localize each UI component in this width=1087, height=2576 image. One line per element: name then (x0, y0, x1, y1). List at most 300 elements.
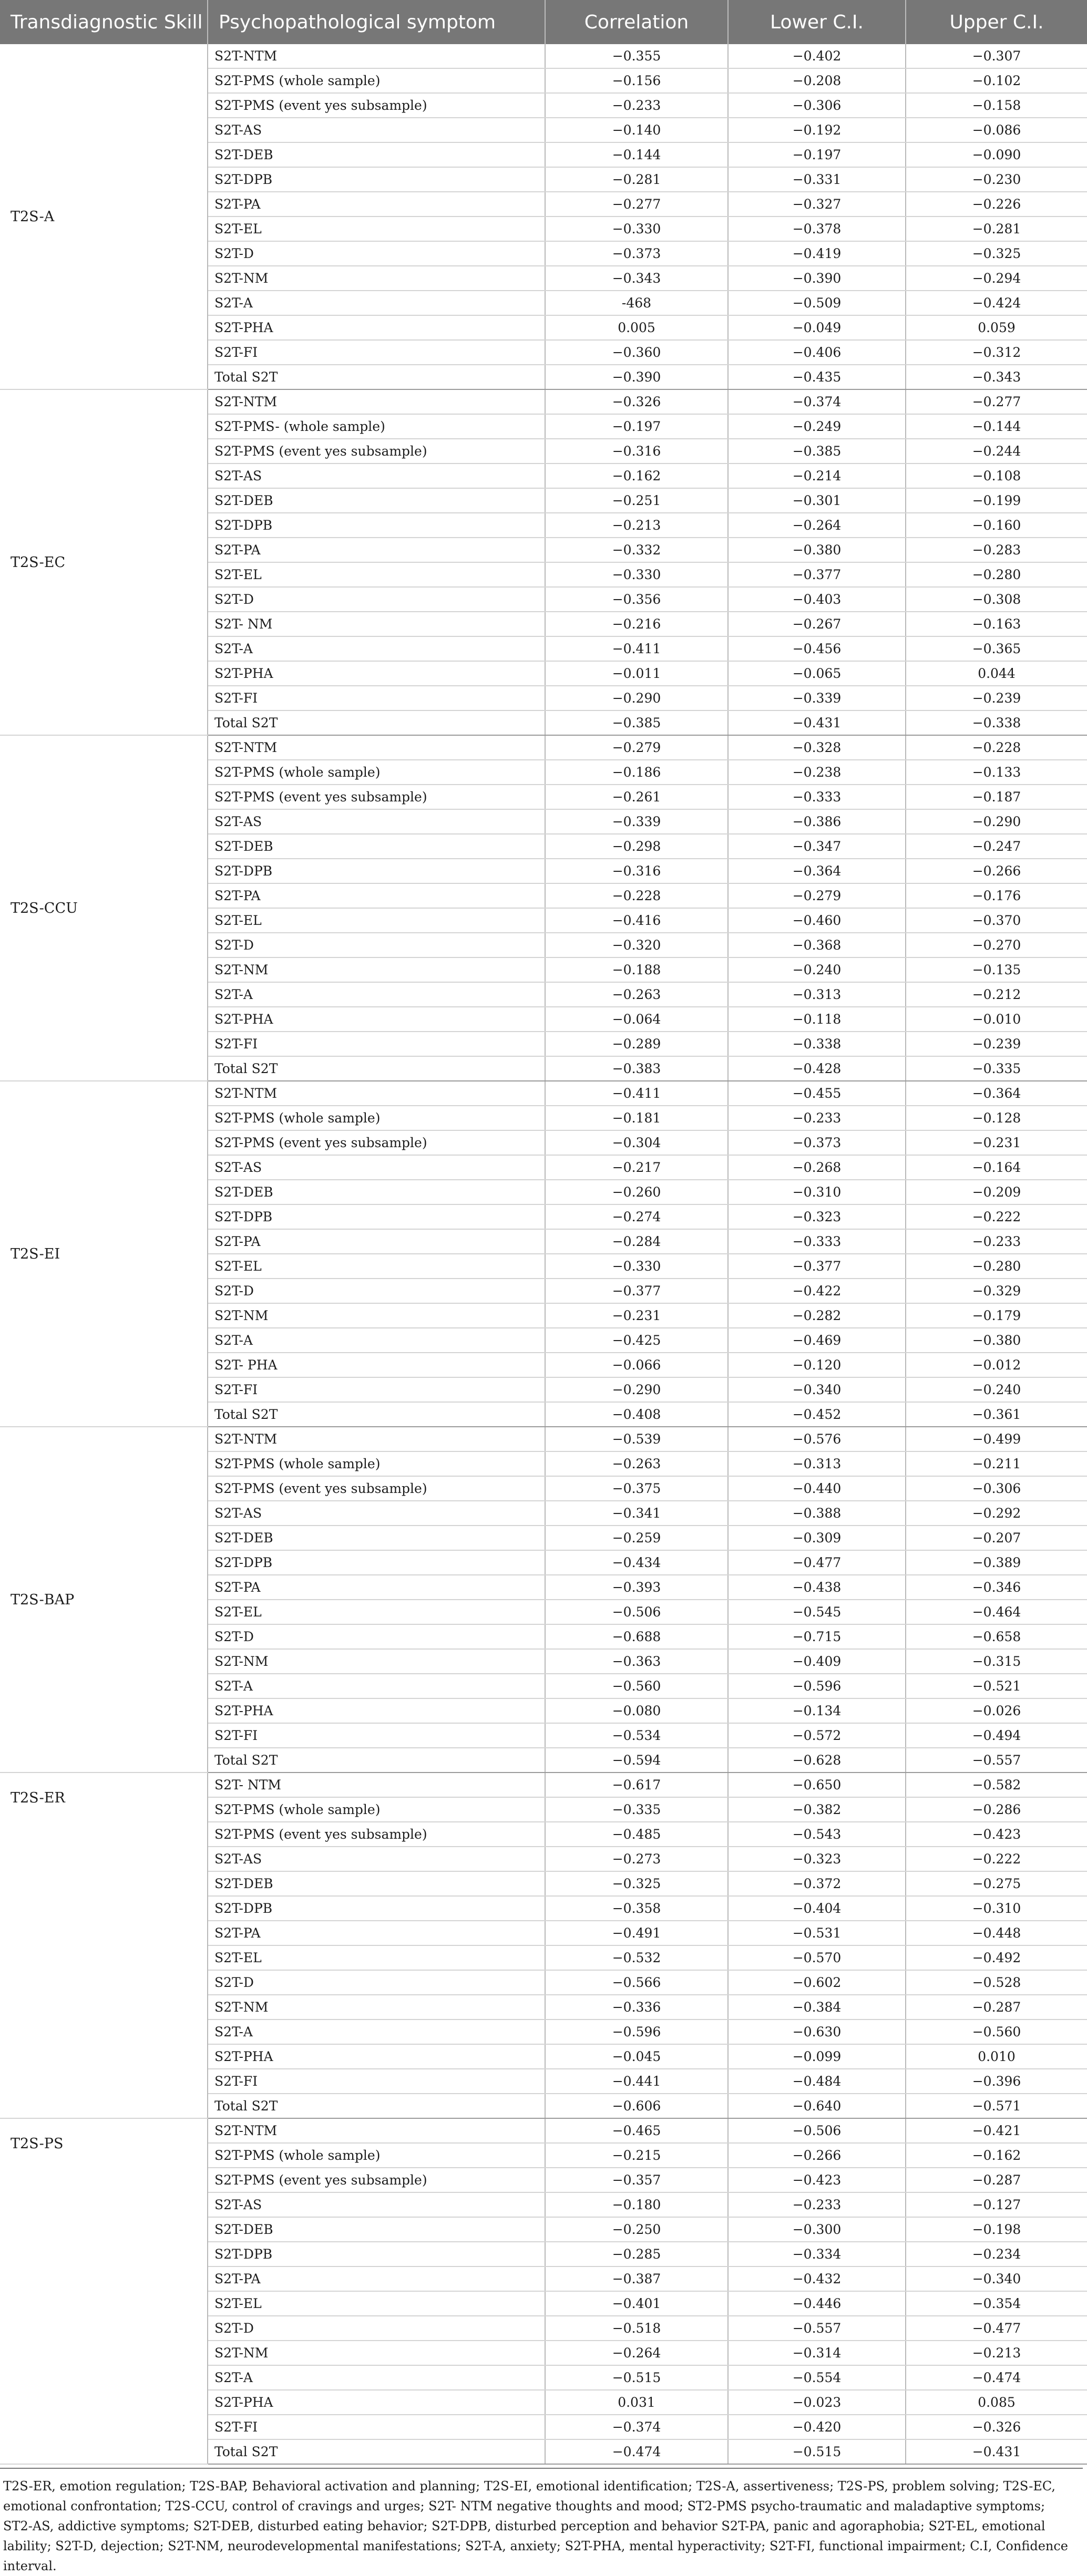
lower-ci-cell: −0.382 (728, 1797, 906, 1822)
upper-ci-cell: −0.213 (906, 2341, 1087, 2365)
upper-ci-cell: −0.226 (906, 192, 1087, 217)
lower-ci-cell: −0.233 (728, 2192, 906, 2217)
symptom-cell: S2T-PMS (whole sample) (208, 68, 545, 93)
correlation-cell: −0.408 (545, 1402, 728, 1427)
lower-ci-cell: −0.630 (728, 2019, 906, 2044)
symptom-cell: S2T-EL (208, 1254, 545, 1279)
correlation-cell: −0.316 (545, 439, 728, 463)
correlation-cell: −0.216 (545, 612, 728, 636)
correlation-cell: 0.031 (545, 2390, 728, 2415)
correlation-cell: −0.162 (545, 463, 728, 488)
symptom-cell: S2T-PMS (event yes subsample) (208, 1476, 545, 1501)
lower-ci-cell: −0.531 (728, 1921, 906, 1945)
lower-ci-cell: −0.602 (728, 1970, 906, 1995)
upper-ci-cell: −0.277 (906, 389, 1087, 414)
table-row (0, 44, 1087, 68)
symptom-cell: S2T-NM (208, 1303, 545, 1328)
correlation-cell: −0.373 (545, 241, 728, 266)
correlation-cell: −0.416 (545, 908, 728, 933)
symptom-cell: S2T-AS (208, 809, 545, 834)
symptom-cell: S2T-PHA (208, 315, 545, 340)
correlation-cell: −0.596 (545, 2019, 728, 2044)
upper-ci-cell: −0.431 (906, 2439, 1087, 2464)
symptom-cell: S2T-D (208, 241, 545, 266)
upper-ci-cell: −0.364 (906, 1081, 1087, 1106)
symptom-cell: S2T-PA (208, 1229, 545, 1254)
symptom-cell: S2T-PMS (event yes subsample) (208, 93, 545, 118)
symptom-cell: S2T-PA (208, 192, 545, 217)
symptom-cell: S2T-FI (208, 2069, 545, 2094)
correlation-cell: −0.411 (545, 1081, 728, 1106)
upper-ci-cell: −0.464 (906, 1600, 1087, 1624)
upper-ci-cell: −0.228 (906, 735, 1087, 760)
correlation-cell: −0.320 (545, 933, 728, 957)
lower-ci-cell: −0.266 (728, 2143, 906, 2168)
upper-ci-cell: −0.158 (906, 93, 1087, 118)
upper-ci-cell: −0.222 (906, 1847, 1087, 1871)
symptom-cell: S2T-FI (208, 686, 545, 710)
correlation-cell: −0.217 (545, 1155, 728, 1180)
upper-ci-cell: −0.308 (906, 587, 1087, 612)
upper-ci-cell: −0.287 (906, 1995, 1087, 2019)
header-symptom: Psychopathological symptom (208, 0, 545, 44)
lower-ci-cell: −0.715 (728, 1624, 906, 1649)
upper-ci-cell: −0.477 (906, 2316, 1087, 2341)
table-row (0, 2118, 1087, 2143)
lower-ci-cell: −0.378 (728, 217, 906, 241)
correlation-cell: −0.425 (545, 1328, 728, 1353)
symptom-cell: S2T-EL (208, 1600, 545, 1624)
upper-ci-cell: −0.211 (906, 1451, 1087, 1476)
correlation-cell: −0.156 (545, 68, 728, 93)
upper-ci-cell: −0.421 (906, 2118, 1087, 2143)
upper-ci-cell: −0.396 (906, 2069, 1087, 2094)
symptom-cell: S2T-PMS (whole sample) (208, 2143, 545, 2168)
symptom-cell: S2T-NTM (208, 735, 545, 760)
header-upper-ci: Upper C.I. (906, 0, 1087, 44)
upper-ci-cell: −0.162 (906, 2143, 1087, 2168)
lower-ci-cell: −0.386 (728, 809, 906, 834)
upper-ci-cell: −0.127 (906, 2192, 1087, 2217)
lower-ci-cell: −0.313 (728, 982, 906, 1007)
symptom-cell: S2T-PMS (whole sample) (208, 1106, 545, 1130)
lower-ci-cell: −0.339 (728, 686, 906, 710)
correlation-cell: −0.080 (545, 1698, 728, 1723)
lower-ci-cell: −0.404 (728, 1896, 906, 1921)
correlation-cell: −0.064 (545, 1007, 728, 1032)
symptom-cell: S2T-NM (208, 957, 545, 982)
correlation-cell: −0.534 (545, 1723, 728, 1748)
correlation-cell: −0.336 (545, 1995, 728, 2019)
lower-ci-cell: −0.300 (728, 2217, 906, 2242)
table-row (0, 735, 1087, 760)
upper-ci-cell: −0.270 (906, 933, 1087, 957)
symptom-cell: Total S2T (208, 1402, 545, 1427)
symptom-cell: S2T-DPB (208, 167, 545, 192)
symptom-cell: S2T-PMS (event yes subsample) (208, 439, 545, 463)
correlation-cell: −0.261 (545, 785, 728, 809)
lower-ci-cell: −0.515 (728, 2439, 906, 2464)
lower-ci-cell: −0.545 (728, 1600, 906, 1624)
symptom-cell: Total S2T (208, 365, 545, 389)
lower-ci-cell: −0.420 (728, 2415, 906, 2439)
lower-ci-cell: −0.628 (728, 1748, 906, 1773)
lower-ci-cell: −0.268 (728, 1155, 906, 1180)
lower-ci-cell: −0.554 (728, 2365, 906, 2390)
upper-ci-cell: −0.325 (906, 241, 1087, 266)
upper-ci-cell: −0.286 (906, 1797, 1087, 1822)
symptom-cell: S2T-NM (208, 2341, 545, 2365)
lower-ci-cell: −0.374 (728, 389, 906, 414)
lower-ci-cell: −0.423 (728, 2168, 906, 2192)
correlation-cell: −0.045 (545, 2044, 728, 2069)
symptom-cell: S2T-DEB (208, 1871, 545, 1896)
upper-ci-cell: −0.343 (906, 365, 1087, 389)
correlation-cell: −0.515 (545, 2365, 728, 2390)
upper-ci-cell: −0.207 (906, 1526, 1087, 1550)
upper-ci-cell: −0.292 (906, 1501, 1087, 1526)
symptom-cell: S2T-NM (208, 1995, 545, 2019)
lower-ci-cell: −0.543 (728, 1822, 906, 1847)
symptom-cell: S2T-FI (208, 340, 545, 365)
symptom-cell: S2T-PA (208, 1575, 545, 1600)
table-row (0, 389, 1087, 414)
lower-ci-cell: −0.364 (728, 859, 906, 883)
upper-ci-cell: −0.133 (906, 760, 1087, 785)
symptom-cell: S2T-PA (208, 1921, 545, 1945)
lower-ci-cell: −0.377 (728, 562, 906, 587)
lower-ci-cell: −0.402 (728, 44, 906, 68)
symptom-cell: S2T-PA (208, 883, 545, 908)
upper-ci-cell: −0.423 (906, 1822, 1087, 1847)
table-body (0, 44, 1087, 2464)
correlation-cell: −0.539 (545, 1427, 728, 1451)
correlation-cell: −0.390 (545, 365, 728, 389)
upper-ci-cell: −0.086 (906, 118, 1087, 142)
lower-ci-cell: −0.309 (728, 1526, 906, 1550)
correlation-cell: −0.228 (545, 883, 728, 908)
lower-ci-cell: −0.390 (728, 266, 906, 291)
skill-cell: T2S-CCU (0, 735, 208, 1081)
lower-ci-cell: −0.452 (728, 1402, 906, 1427)
lower-ci-cell: −0.438 (728, 1575, 906, 1600)
lower-ci-cell: −0.640 (728, 2094, 906, 2118)
upper-ci-cell: −0.026 (906, 1698, 1087, 1723)
symptom-cell: S2T-FI (208, 1032, 545, 1056)
upper-ci-cell: −0.290 (906, 809, 1087, 834)
lower-ci-cell: −0.301 (728, 488, 906, 513)
correlation-cell: −0.259 (545, 1526, 728, 1550)
lower-ci-cell: −0.208 (728, 68, 906, 93)
correlation-cell: −0.375 (545, 1476, 728, 1501)
symptom-cell: S2T- NTM (208, 1773, 545, 1797)
symptom-cell: S2T-PMS (event yes subsample) (208, 785, 545, 809)
correlation-cell: −0.465 (545, 2118, 728, 2143)
correlation-cell: -468 (545, 291, 728, 315)
upper-ci-cell: −0.389 (906, 1550, 1087, 1575)
correlation-cell: −0.332 (545, 538, 728, 562)
upper-ci-cell: −0.346 (906, 1575, 1087, 1600)
lower-ci-cell: −0.331 (728, 167, 906, 192)
lower-ci-cell: −0.388 (728, 1501, 906, 1526)
symptom-cell: S2T-EL (208, 908, 545, 933)
skill-cell: T2S-PS (0, 2118, 208, 2464)
skill-cell: T2S-A (0, 44, 208, 389)
upper-ci-cell: −0.326 (906, 2415, 1087, 2439)
upper-ci-cell: 0.044 (906, 661, 1087, 686)
correlation-cell: −0.393 (545, 1575, 728, 1600)
lower-ci-cell: −0.233 (728, 1106, 906, 1130)
symptom-cell: S2T-NM (208, 1649, 545, 1674)
lower-ci-cell: −0.334 (728, 2242, 906, 2266)
lower-ci-cell: −0.422 (728, 1279, 906, 1303)
upper-ci-cell: −0.310 (906, 1896, 1087, 1921)
correlation-cell: −0.140 (545, 118, 728, 142)
lower-ci-cell: −0.469 (728, 1328, 906, 1353)
lower-ci-cell: −0.557 (728, 2316, 906, 2341)
symptom-cell: S2T-D (208, 1279, 545, 1303)
lower-ci-cell: −0.419 (728, 241, 906, 266)
symptom-cell: S2T-EL (208, 562, 545, 587)
lower-ci-cell: −0.340 (728, 1377, 906, 1402)
lower-ci-cell: −0.323 (728, 1204, 906, 1229)
correlation-cell: −0.263 (545, 1451, 728, 1476)
correlation-cell: −0.330 (545, 1254, 728, 1279)
upper-ci-cell: −0.306 (906, 1476, 1087, 1501)
symptom-cell: S2T-PA (208, 538, 545, 562)
lower-ci-cell: −0.406 (728, 340, 906, 365)
symptom-cell: S2T-PMS (event yes subsample) (208, 1822, 545, 1847)
upper-ci-cell: −0.163 (906, 612, 1087, 636)
correlation-cell: −0.617 (545, 1773, 728, 1797)
lower-ci-cell: −0.456 (728, 636, 906, 661)
table-row (0, 1081, 1087, 1106)
symptom-cell: S2T-NTM (208, 1081, 545, 1106)
symptom-cell: S2T-A (208, 291, 545, 315)
upper-ci-cell: 0.085 (906, 2390, 1087, 2415)
upper-ci-cell: −0.135 (906, 957, 1087, 982)
skill-cell: T2S-EC (0, 389, 208, 735)
lower-ci-cell: −0.477 (728, 1550, 906, 1575)
lower-ci-cell: −0.197 (728, 142, 906, 167)
lower-ci-cell: −0.314 (728, 2341, 906, 2365)
correlation-cell: −0.273 (545, 1847, 728, 1871)
correlation-cell: −0.485 (545, 1822, 728, 1847)
correlation-cell: −0.532 (545, 1945, 728, 1970)
table-row (0, 1427, 1087, 1451)
lower-ci-cell: −0.431 (728, 710, 906, 735)
lower-ci-cell: −0.347 (728, 834, 906, 859)
table-row (0, 1773, 1087, 1797)
lower-ci-cell: −0.306 (728, 93, 906, 118)
upper-ci-cell: −0.329 (906, 1279, 1087, 1303)
lower-ci-cell: −0.049 (728, 315, 906, 340)
symptom-cell: S2T-DEB (208, 2217, 545, 2242)
correlation-cell: −0.180 (545, 2192, 728, 2217)
upper-ci-cell: −0.424 (906, 291, 1087, 315)
lower-ci-cell: −0.323 (728, 1847, 906, 1871)
symptom-cell: S2T-DEB (208, 142, 545, 167)
header-correlation: Correlation (545, 0, 728, 44)
upper-ci-cell: −0.582 (906, 1773, 1087, 1797)
symptom-cell: S2T-AS (208, 1155, 545, 1180)
upper-ci-cell: −0.144 (906, 414, 1087, 439)
upper-ci-cell: −0.448 (906, 1921, 1087, 1945)
symptom-cell: S2T-AS (208, 1501, 545, 1526)
symptom-cell: S2T-PHA (208, 2390, 545, 2415)
correlation-cell: −0.330 (545, 217, 728, 241)
symptom-cell: S2T-AS (208, 1847, 545, 1871)
lower-ci-cell: −0.385 (728, 439, 906, 463)
correlation-cell: −0.688 (545, 1624, 728, 1649)
upper-ci-cell: −0.499 (906, 1427, 1087, 1451)
symptom-cell: S2T-AS (208, 2192, 545, 2217)
correlation-cell: −0.277 (545, 192, 728, 217)
skill-cell: T2S-EI (0, 1081, 208, 1427)
correlation-cell: −0.374 (545, 2415, 728, 2439)
skill-cell: T2S-BAP (0, 1427, 208, 1773)
correlation-cell: −0.339 (545, 809, 728, 834)
correlation-cell: −0.233 (545, 93, 728, 118)
upper-ci-cell: −0.234 (906, 2242, 1087, 2266)
upper-ci-cell: −0.474 (906, 2365, 1087, 2390)
symptom-cell: S2T-A (208, 636, 545, 661)
correlation-cell: −0.281 (545, 167, 728, 192)
lower-ci-cell: −0.384 (728, 1995, 906, 2019)
upper-ci-cell: −0.160 (906, 513, 1087, 538)
upper-ci-cell: −0.315 (906, 1649, 1087, 1674)
symptom-cell: S2T- PHA (208, 1353, 545, 1377)
correlation-cell: −0.066 (545, 1353, 728, 1377)
symptom-cell: Total S2T (208, 1748, 545, 1773)
correlation-cell: −0.316 (545, 859, 728, 883)
upper-ci-cell: −0.287 (906, 2168, 1087, 2192)
symptom-cell: S2T-NTM (208, 44, 545, 68)
symptom-cell: S2T-PMS (event yes subsample) (208, 1130, 545, 1155)
upper-ci-cell: −0.239 (906, 686, 1087, 710)
correlation-cell: −0.263 (545, 982, 728, 1007)
upper-ci-cell: −0.102 (906, 68, 1087, 93)
correlation-cell: −0.264 (545, 2341, 728, 2365)
lower-ci-cell: −0.484 (728, 2069, 906, 2094)
upper-ci-cell: −0.212 (906, 982, 1087, 1007)
lower-ci-cell: −0.373 (728, 1130, 906, 1155)
correlation-cell: −0.290 (545, 1377, 728, 1402)
upper-ci-cell: −0.492 (906, 1945, 1087, 1970)
symptom-cell: S2T-EL (208, 1945, 545, 1970)
correlation-cell: −0.363 (545, 1649, 728, 1674)
symptom-cell: S2T-A (208, 982, 545, 1007)
upper-ci-cell: −0.010 (906, 1007, 1087, 1032)
correlation-cell: −0.441 (545, 2069, 728, 2094)
correlation-cell: −0.213 (545, 513, 728, 538)
symptom-cell: S2T-NTM (208, 2118, 545, 2143)
correlation-cell: −0.474 (545, 2439, 728, 2464)
symptom-cell: S2T-DEB (208, 834, 545, 859)
lower-ci-cell: −0.570 (728, 1945, 906, 1970)
symptom-cell: S2T-DPB (208, 859, 545, 883)
upper-ci-cell: −0.247 (906, 834, 1087, 859)
upper-ci-cell: 0.059 (906, 315, 1087, 340)
lower-ci-cell: −0.328 (728, 735, 906, 760)
symptom-cell: S2T-EL (208, 2291, 545, 2316)
correlation-cell: 0.005 (545, 315, 728, 340)
upper-ci-cell: −0.338 (906, 710, 1087, 735)
correlation-cell: −0.260 (545, 1180, 728, 1204)
correlation-cell: −0.401 (545, 2291, 728, 2316)
correlation-cell: −0.560 (545, 1674, 728, 1698)
lower-ci-cell: −0.409 (728, 1649, 906, 1674)
correlation-cell: −0.304 (545, 1130, 728, 1155)
upper-ci-cell: −0.230 (906, 167, 1087, 192)
correlation-cell: −0.566 (545, 1970, 728, 1995)
symptom-cell: S2T- NM (208, 612, 545, 636)
symptom-cell: S2T-DPB (208, 2242, 545, 2266)
symptom-cell: S2T-DEB (208, 1526, 545, 1550)
symptom-cell: Total S2T (208, 1056, 545, 1081)
symptom-cell: S2T-PHA (208, 661, 545, 686)
lower-ci-cell: −0.338 (728, 1032, 906, 1056)
upper-ci-cell: −0.280 (906, 562, 1087, 587)
symptom-cell: S2T-NTM (208, 389, 545, 414)
symptom-cell: S2T-DEB (208, 488, 545, 513)
lower-ci-cell: −0.310 (728, 1180, 906, 1204)
upper-ci-cell: −0.280 (906, 1254, 1087, 1279)
upper-ci-cell: −0.176 (906, 883, 1087, 908)
correlation-cell: −0.144 (545, 142, 728, 167)
upper-ci-cell: −0.312 (906, 340, 1087, 365)
upper-ci-cell: −0.370 (906, 908, 1087, 933)
lower-ci-cell: −0.333 (728, 1229, 906, 1254)
lower-ci-cell: −0.134 (728, 1698, 906, 1723)
lower-ci-cell: −0.460 (728, 908, 906, 933)
correlation-cell: −0.355 (545, 44, 728, 68)
correlation-cell: −0.285 (545, 2242, 728, 2266)
lower-ci-cell: −0.333 (728, 785, 906, 809)
correlation-cell: −0.358 (545, 1896, 728, 1921)
symptom-cell: Total S2T (208, 710, 545, 735)
symptom-cell: Total S2T (208, 2439, 545, 2464)
correlation-cell: −0.215 (545, 2143, 728, 2168)
symptom-cell: S2T-PMS (event yes subsample) (208, 2168, 545, 2192)
correlation-cell: −0.411 (545, 636, 728, 661)
lower-ci-cell: −0.446 (728, 2291, 906, 2316)
upper-ci-cell: −0.365 (906, 636, 1087, 661)
upper-ci-cell: −0.209 (906, 1180, 1087, 1204)
lower-ci-cell: −0.192 (728, 118, 906, 142)
lower-ci-cell: −0.650 (728, 1773, 906, 1797)
symptom-cell: S2T-PHA (208, 1007, 545, 1032)
lower-ci-cell: −0.249 (728, 414, 906, 439)
correlation-cell: −0.357 (545, 2168, 728, 2192)
correlation-cell: −0.385 (545, 710, 728, 735)
upper-ci-cell: −0.380 (906, 1328, 1087, 1353)
lower-ci-cell: −0.118 (728, 1007, 906, 1032)
lower-ci-cell: −0.377 (728, 1254, 906, 1279)
skill-cell: T2S-ER (0, 1773, 208, 2118)
symptom-cell: S2T-EL (208, 217, 545, 241)
upper-ci-cell: −0.239 (906, 1032, 1087, 1056)
symptom-cell: S2T-DPB (208, 1896, 545, 1921)
lower-ci-cell: −0.023 (728, 2390, 906, 2415)
upper-ci-cell: −0.494 (906, 1723, 1087, 1748)
lower-ci-cell: −0.440 (728, 1476, 906, 1501)
symptom-cell: S2T-DPB (208, 1550, 545, 1575)
correlation-cell: −0.197 (545, 414, 728, 439)
correlation-cell: −0.434 (545, 1550, 728, 1575)
upper-ci-cell: −0.222 (906, 1204, 1087, 1229)
symptom-cell: S2T-FI (208, 1377, 545, 1402)
